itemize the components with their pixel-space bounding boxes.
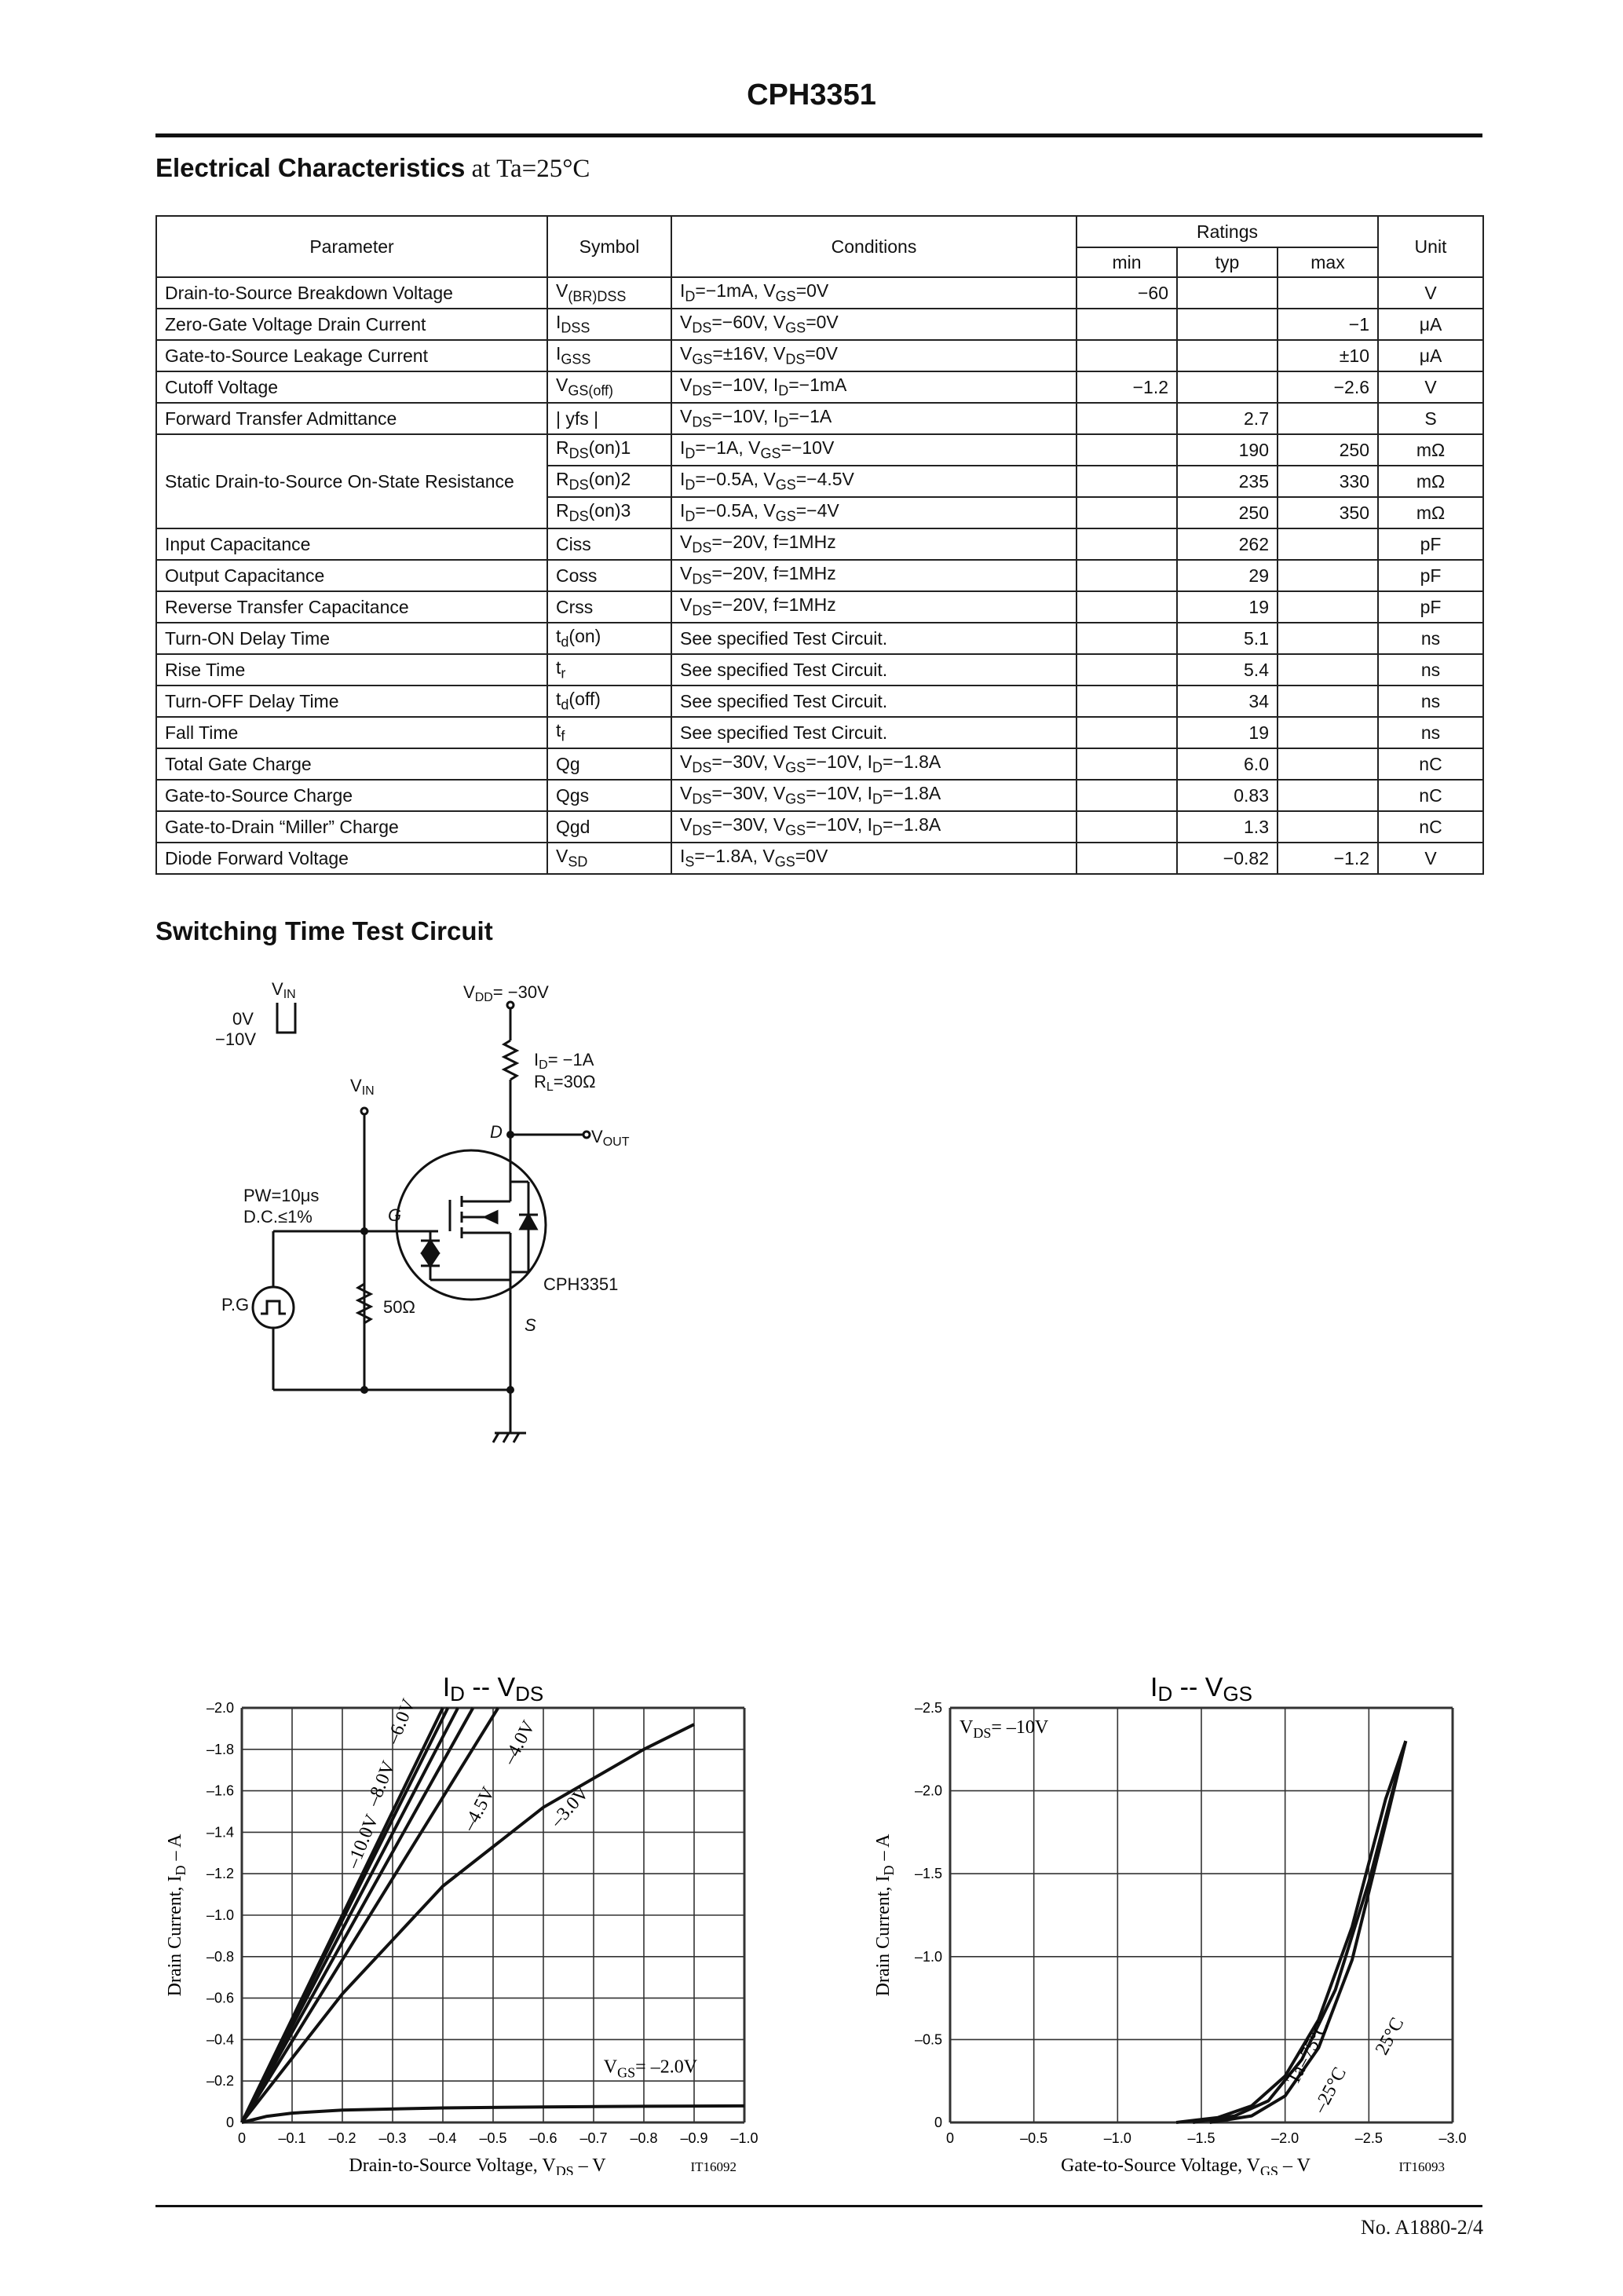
cell-unit: ns — [1378, 654, 1483, 686]
cell-conditions: $I_D=-1A$, $V_{GS}=-10V$ — [671, 434, 1077, 466]
subscript: D — [872, 791, 883, 807]
cell-max — [1278, 717, 1378, 748]
chart-title: ID -- VGS — [1150, 1673, 1253, 1706]
series-line — [242, 1724, 694, 2122]
table-row — [156, 686, 1483, 717]
cell-symbol: $R_{DS}(on)3$ — [547, 497, 671, 528]
subscript: D — [778, 414, 789, 430]
cell-min — [1077, 591, 1177, 623]
cell-min — [1077, 780, 1177, 811]
subscript: D — [872, 759, 883, 776]
y-tick-label: –1.5 — [914, 1866, 942, 1882]
subscript: GS — [785, 320, 806, 336]
header-ratings: Ratings — [1077, 216, 1378, 247]
y-tick-label: –1.6 — [206, 1782, 234, 1799]
vin-label: VIN — [350, 1076, 375, 1098]
subscript: GS — [785, 759, 806, 776]
cell-symbol: $V_{GS(off)}$ — [547, 371, 671, 403]
cell-unit: pF — [1378, 528, 1483, 560]
header-min: min — [1077, 247, 1177, 277]
vout-label: VOUT — [591, 1127, 630, 1149]
cell-typ — [1177, 277, 1278, 309]
cell-typ: 6.0 — [1177, 748, 1278, 780]
cell-min — [1077, 466, 1177, 497]
subscript: GS — [775, 477, 796, 493]
cell-symbol: Ciss — [547, 528, 671, 560]
table-row — [156, 591, 1483, 623]
table-row — [156, 843, 1483, 874]
x-tick-label: –3.0 — [1438, 2130, 1467, 2146]
cell-conditions: $V_{GS}=\pm 16V$, $V_{DS}=0V$ — [671, 340, 1077, 371]
subscript: GS(off) — [568, 382, 614, 399]
cell-symbol: Coss — [547, 560, 671, 591]
cell-max: 250 — [1278, 434, 1378, 466]
cell-parameter: Input Capacitance — [156, 528, 547, 560]
cell-conditions: $V_{DS}=-30V$, $V_{GS}=-10V$, $I_D=-1.8A$ — [671, 811, 1077, 843]
section-title-text: Electrical Characteristics — [155, 153, 466, 182]
cell-parameter: Gate-to-Drain “Miller” Charge — [156, 811, 547, 843]
cell-typ: 19 — [1177, 717, 1278, 748]
pg-label: P.G — [221, 1295, 250, 1314]
table-body — [156, 277, 1483, 874]
cell-unit: V — [1378, 371, 1483, 403]
series-label: –4.5V — [459, 1783, 499, 1835]
subscript: (BR)DSS — [568, 288, 627, 305]
header-max: max — [1278, 247, 1378, 277]
subscript: D — [685, 477, 696, 493]
cell-parameter: Gate-to-Source Charge — [156, 780, 547, 811]
cell-typ: 250 — [1177, 497, 1278, 528]
table-row — [156, 340, 1483, 371]
cell-symbol: | yfs | — [547, 403, 671, 434]
cell-min — [1077, 309, 1177, 340]
x-tick-label: –0.7 — [579, 2130, 608, 2146]
subscript: GS — [692, 351, 713, 367]
cell-max: −2.6 — [1278, 371, 1378, 403]
cell-typ: 34 — [1177, 686, 1278, 717]
id-label: ID= −1A — [534, 1050, 594, 1072]
cell-min: −1.2 — [1077, 371, 1177, 403]
cell-conditions: $V_{DS}=-60V$, $V_{GS}=0V$ — [671, 309, 1077, 340]
subscript: D — [685, 445, 696, 462]
gate-label: G — [388, 1205, 402, 1225]
x-tick-label: –1.5 — [1187, 2130, 1215, 2146]
series-label: 25°C — [1372, 2014, 1409, 2059]
x-tick-label: –1.0 — [1103, 2130, 1131, 2146]
cell-typ: 190 — [1177, 434, 1278, 466]
x-tick-label: –0.5 — [479, 2130, 507, 2146]
junction-dot — [360, 1227, 368, 1235]
pulse-waveform — [277, 1003, 295, 1033]
subscript: DSS — [561, 320, 590, 336]
subscript: DS — [568, 508, 589, 525]
series-label: –25°C — [1310, 2064, 1351, 2117]
switching-circuit-title: Switching Time Test Circuit — [155, 916, 493, 945]
subscript: f — [561, 728, 565, 744]
subscript: D — [685, 508, 696, 525]
x-tick-label: –0.2 — [328, 2130, 356, 2146]
cell-unit: V — [1378, 843, 1483, 874]
subscript: GS — [785, 791, 806, 807]
series-label: –3.0V — [546, 1782, 594, 1832]
cell-max — [1278, 560, 1378, 591]
cell-max — [1278, 403, 1378, 434]
cell-max: −1 — [1278, 309, 1378, 340]
cell-max — [1278, 623, 1378, 654]
subscript: d — [561, 634, 569, 650]
chart-code-label: IT16092 — [690, 2159, 737, 2174]
cell-max: 350 — [1278, 497, 1378, 528]
y-tick-label: –2.5 — [914, 1700, 942, 1716]
subscript: GS — [775, 508, 796, 525]
cell-max: −1.2 — [1278, 843, 1378, 874]
table-row — [156, 748, 1483, 780]
source-label: S — [525, 1315, 536, 1335]
cell-parameter: Output Capacitance — [156, 560, 547, 591]
x-tick-label: –0.8 — [630, 2130, 658, 2146]
cell-symbol: $t_d(off)$ — [547, 686, 671, 717]
x-tick-label: 0 — [945, 2130, 955, 2146]
cell-typ: 1.3 — [1177, 811, 1278, 843]
subscript: D — [685, 288, 696, 305]
y-tick-label: –2.0 — [914, 1782, 942, 1799]
x-tick-label: –0.1 — [278, 2130, 306, 2146]
cell-conditions: $I_D=-0.5A$, $V_{GS}=-4V$ — [671, 497, 1077, 528]
cell-parameter: Gate-to-Source Leakage Current — [156, 340, 547, 371]
y-tick-label: –1.0 — [206, 1907, 234, 1923]
subscript: r — [561, 665, 566, 682]
x-tick-label: –0.9 — [680, 2130, 708, 2146]
cell-min — [1077, 560, 1177, 591]
cell-unit: S — [1378, 403, 1483, 434]
cell-symbol: Qgd — [547, 811, 671, 843]
electrical-characteristics-table — [155, 215, 1484, 875]
x-axis-label: Gate-to-Source Voltage, $V_{GS}$ – V — [1061, 2155, 1310, 2175]
subscript: DS — [692, 759, 712, 776]
cell-typ: 2.7 — [1177, 403, 1278, 434]
vdd-label: VDD= −30V — [463, 982, 549, 1004]
y-tick-label: –0.5 — [914, 2031, 942, 2048]
header-symbol: Symbol — [547, 216, 671, 277]
page-number: No. A1880-2/4 — [1361, 2216, 1483, 2239]
cell-max — [1278, 528, 1378, 560]
id-vds-chart — [155, 1665, 799, 2175]
cell-symbol: Crss — [547, 591, 671, 623]
subscript: DS — [692, 414, 712, 430]
table-row — [156, 309, 1483, 340]
cell-conditions: $V_{DS}=-30V$, $V_{GS}=-10V$, $I_D=-1.8A$ — [671, 780, 1077, 811]
cell-unit: nC — [1378, 748, 1483, 780]
y-tick-label: –1.2 — [206, 1866, 234, 1882]
chart-condition-label: $V_{DS}= -10V$ — [960, 1717, 1049, 1741]
cell-parameter: Turn-OFF Delay Time — [156, 686, 547, 717]
y-tick-label: 0 — [934, 2115, 942, 2130]
subscript: GS — [760, 445, 781, 462]
cell-min: −60 — [1077, 277, 1177, 309]
cell-unit: mΩ — [1378, 434, 1483, 466]
table-row — [156, 654, 1483, 686]
y-tick-label: –0.2 — [206, 2073, 234, 2089]
x-axis-label: Drain-to-Source Voltage, $V_{DS}$ – V — [349, 2155, 606, 2175]
cell-symbol: Qg — [547, 748, 671, 780]
footer-rule — [155, 2205, 1482, 2207]
header-rule — [155, 133, 1482, 137]
cell-max — [1278, 277, 1378, 309]
table-row — [156, 780, 1483, 811]
cell-unit: ns — [1378, 686, 1483, 717]
cell-symbol: $t_f$ — [547, 717, 671, 748]
subscript: DS — [692, 539, 712, 556]
table-row — [156, 277, 1483, 309]
cell-unit: μA — [1378, 309, 1483, 340]
y-axis-label: Drain Current, $I_D$ – A — [165, 1834, 188, 1997]
table-row — [156, 528, 1483, 560]
cell-min — [1077, 623, 1177, 654]
subscript: S — [685, 854, 695, 870]
header-unit: Unit — [1378, 216, 1483, 277]
cell-max: 330 — [1278, 466, 1378, 497]
cell-min — [1077, 717, 1177, 748]
cell-conditions: $V_{DS}=-10V$, $I_D=-1mA$ — [671, 371, 1077, 403]
cell-conditions: See specified Test Circuit. — [671, 717, 1077, 748]
subscript: GS — [785, 822, 806, 839]
subscript: DS — [692, 382, 712, 399]
cell-typ: 262 — [1177, 528, 1278, 560]
subscript: DS — [692, 791, 712, 807]
cell-unit: mΩ — [1378, 497, 1483, 528]
resistor-50-label: 50Ω — [383, 1297, 415, 1317]
pulse-generator-icon — [253, 1287, 294, 1328]
series-label: –4.0V — [499, 1717, 539, 1768]
subscript: DS — [568, 477, 589, 493]
cell-max — [1278, 654, 1378, 686]
cell-conditions: $V_{DS}=-30V$, $V_{GS}=-10V$, $I_D=-1.8A$ — [671, 748, 1077, 780]
y-tick-label: –1.0 — [914, 1948, 942, 1965]
chart-code-label: IT16093 — [1398, 2159, 1445, 2174]
x-tick-label: –2.0 — [1271, 2130, 1299, 2146]
cell-min — [1077, 497, 1177, 528]
cell-conditions: See specified Test Circuit. — [671, 654, 1077, 686]
table-row — [156, 717, 1483, 748]
cell-parameter: Reverse Transfer Capacitance — [156, 591, 547, 623]
cell-parameter: Zero-Gate Voltage Drain Current — [156, 309, 547, 340]
series-label: –10.0V — [342, 1812, 383, 1872]
cell-symbol: $I_{DSS}$ — [547, 309, 671, 340]
cell-symbol: $I_{GSS}$ — [547, 340, 671, 371]
subscript: DS — [785, 351, 806, 367]
duty-cycle-label: D.C.≤1% — [243, 1207, 313, 1227]
cell-parameter: Cutoff Voltage — [156, 371, 547, 403]
cell-conditions: $V_{DS}=-10V$, $I_D=-1A$ — [671, 403, 1077, 434]
cell-min — [1077, 434, 1177, 466]
cell-parameter: Forward Transfer Admittance — [156, 403, 547, 434]
cell-symbol: $R_{DS}(on)1$ — [547, 434, 671, 466]
electrical-characteristics-title — [155, 153, 590, 184]
subscript: d — [561, 696, 569, 713]
cell-conditions: $I_D=-0.5A$, $V_{GS}=-4.5V$ — [671, 466, 1077, 497]
subscript: GSS — [561, 351, 591, 367]
cell-min — [1077, 403, 1177, 434]
subscript: DS — [692, 602, 712, 619]
subscript: DS — [692, 822, 712, 839]
cell-unit: nC — [1378, 811, 1483, 843]
cell-unit: pF — [1378, 560, 1483, 591]
header-typ: typ — [1177, 247, 1278, 277]
y-axis-label: Drain Current, $I_D$ – A — [873, 1834, 897, 1997]
table-row — [156, 623, 1483, 654]
cell-unit: nC — [1378, 780, 1483, 811]
cell-min — [1077, 843, 1177, 874]
resistor-50-icon — [358, 1284, 371, 1323]
load-resistor-icon — [504, 1040, 517, 1080]
y-tick-label: –2.0 — [206, 1700, 234, 1716]
x-tick-label: –0.5 — [1020, 2130, 1048, 2146]
cell-min — [1077, 748, 1177, 780]
pulse-low-label: −10V — [215, 1029, 256, 1049]
cell-unit: ns — [1378, 623, 1483, 654]
y-tick-label: –1.4 — [206, 1824, 234, 1841]
cell-max — [1278, 591, 1378, 623]
cell-typ: 19 — [1177, 591, 1278, 623]
subscript: DS — [692, 320, 712, 336]
header-parameter: Parameter — [156, 216, 547, 277]
cell-typ: 5.4 — [1177, 654, 1278, 686]
pulse-high-label: 0V — [232, 1009, 254, 1029]
chart-title: ID -- VDS — [442, 1673, 544, 1706]
cell-symbol: $t_r$ — [547, 654, 671, 686]
x-tick-label: –2.5 — [1354, 2130, 1383, 2146]
cell-max — [1278, 686, 1378, 717]
cell-unit: mΩ — [1378, 466, 1483, 497]
cell-unit: μA — [1378, 340, 1483, 371]
table-row — [156, 560, 1483, 591]
table-row — [156, 403, 1483, 434]
id-vgs-chart — [864, 1665, 1508, 2175]
cell-parameter: Rise Time — [156, 654, 547, 686]
cell-parameter: Drain-to-Source Breakdown Voltage — [156, 277, 547, 309]
cell-min — [1077, 654, 1177, 686]
cell-max: ±10 — [1278, 340, 1378, 371]
vgs-label: $V_{GS}= -2.0V$ — [603, 2057, 698, 2081]
pulse-width-label: PW=10μs — [243, 1186, 320, 1205]
cell-max — [1278, 811, 1378, 843]
y-tick-label: –0.4 — [206, 2031, 234, 2048]
table-row — [156, 434, 1483, 466]
cell-typ — [1177, 309, 1278, 340]
cell-conditions: $V_{DS}=-20V$, f=1MHz — [671, 591, 1077, 623]
drain-label: D — [490, 1122, 503, 1142]
cell-conditions: See specified Test Circuit. — [671, 686, 1077, 717]
cell-max — [1278, 780, 1378, 811]
cell-parameter: Static Drain-to-Source On-State Resistance — [156, 434, 547, 528]
switching-test-circuit — [155, 962, 705, 1464]
series-label: Ta=75°C — [1282, 2018, 1333, 2089]
x-tick-label: –1.0 — [730, 2130, 758, 2146]
x-tick-label: –0.3 — [378, 2130, 407, 2146]
cell-typ — [1177, 340, 1278, 371]
vin-pulse-label: VIN — [272, 979, 296, 1001]
cell-conditions: $V_{DS}=-20V$, f=1MHz — [671, 560, 1077, 591]
cell-typ — [1177, 371, 1278, 403]
header-conditions: Conditions — [671, 216, 1077, 277]
cell-conditions: $I_S=-1.8A$, $V_{GS}=0V$ — [671, 843, 1077, 874]
cell-unit: pF — [1378, 591, 1483, 623]
part-number: CPH3351 — [747, 79, 876, 112]
cell-typ: 5.1 — [1177, 623, 1278, 654]
cell-conditions: See specified Test Circuit. — [671, 623, 1077, 654]
cell-conditions: $I_D=-1mA$, $V_{GS}=0V$ — [671, 277, 1077, 309]
cell-parameter: Turn-ON Delay Time — [156, 623, 547, 654]
cell-typ: 235 — [1177, 466, 1278, 497]
section-condition: at Ta=25°C — [465, 155, 590, 183]
cell-parameter: Total Gate Charge — [156, 748, 547, 780]
cell-typ: 0.83 — [1177, 780, 1278, 811]
cell-symbol: Qgs — [547, 780, 671, 811]
cell-symbol: $t_d(on)$ — [547, 623, 671, 654]
x-tick-label: 0 — [237, 2130, 247, 2146]
cell-max — [1278, 748, 1378, 780]
x-tick-label: –0.6 — [529, 2130, 557, 2146]
cell-typ: 29 — [1177, 560, 1278, 591]
cell-typ: −0.82 — [1177, 843, 1278, 874]
rl-label: RL=30Ω — [534, 1072, 596, 1094]
cell-parameter: Fall Time — [156, 717, 547, 748]
cell-min — [1077, 340, 1177, 371]
subscript: DS — [692, 571, 712, 587]
y-tick-label: –1.8 — [206, 1741, 234, 1757]
cell-symbol: $V_{SD}$ — [547, 843, 671, 874]
cell-symbol: $R_{DS}(on)2$ — [547, 466, 671, 497]
subscript: DS — [568, 445, 589, 462]
cell-parameter: Diode Forward Voltage — [156, 843, 547, 874]
subscript: SD — [568, 854, 588, 870]
subscript: D — [778, 382, 789, 399]
series-label: –6.0V — [382, 1696, 420, 1747]
cell-unit: V — [1378, 277, 1483, 309]
subscript: GS — [774, 854, 795, 870]
cell-min — [1077, 811, 1177, 843]
table-row — [156, 811, 1483, 843]
table-row — [156, 371, 1483, 403]
cell-conditions: $V_{DS}=-20V$, f=1MHz — [671, 528, 1077, 560]
cell-min — [1077, 686, 1177, 717]
cell-symbol: $V_{(BR)DSS}$ — [547, 277, 671, 309]
x-tick-label: –0.4 — [429, 2130, 457, 2146]
y-tick-label: 0 — [225, 2115, 234, 2130]
device-label: CPH3351 — [543, 1274, 619, 1294]
cell-unit: ns — [1378, 717, 1483, 748]
series-label: –8.0V — [363, 1758, 400, 1809]
vin-node — [361, 1108, 367, 1114]
cell-min — [1077, 528, 1177, 560]
y-tick-label: –0.8 — [206, 1948, 234, 1965]
subscript: D — [872, 822, 883, 839]
subscript: GS — [775, 288, 796, 305]
y-tick-label: –0.6 — [206, 1990, 234, 2006]
